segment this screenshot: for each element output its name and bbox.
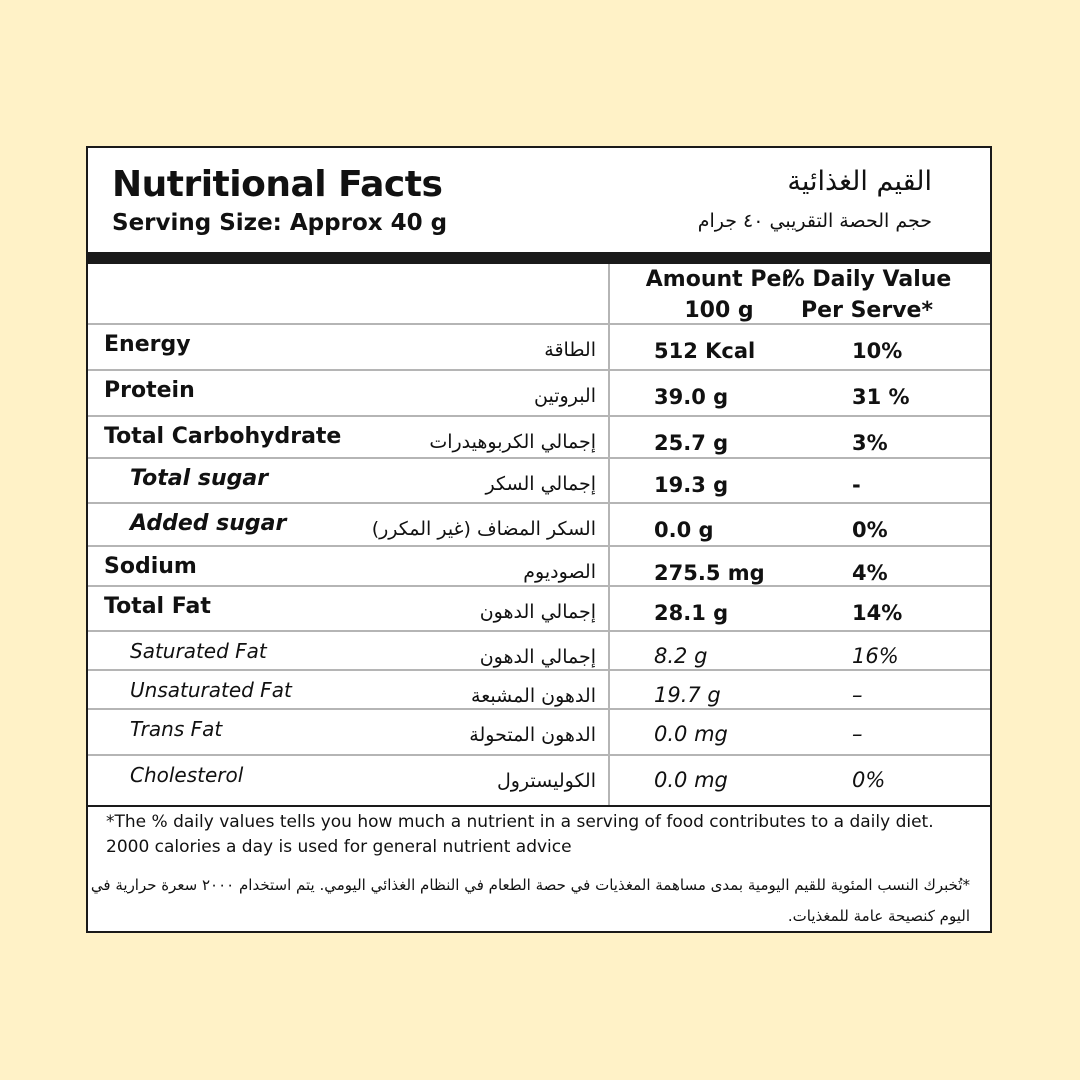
nutrient-name-ar: إجمالي السكر — [485, 473, 596, 495]
table-row-protein — [88, 371, 990, 415]
table-row-added-sugar — [88, 504, 990, 545]
nutrient-amount: 39.0 g — [654, 385, 729, 409]
table-row-total-fat — [88, 587, 990, 630]
table-row-sodium — [88, 547, 990, 585]
nutrient-name-en: Protein — [104, 378, 195, 403]
nutrient-amount: 0.0 mg — [654, 722, 728, 746]
nutrient-amount: 0.0 mg — [654, 768, 728, 792]
column-header-daily — [772, 264, 962, 324]
nutrient-name-en: Sodium — [104, 554, 197, 579]
footnote-ar: *تُخبرك النسب المئوية للقيم اليومية بمدى مساهمة المغذيات في حصة الطعام في النظام الغذائي اليومي. يتم استخدام ٢٠٠٠ سعرة حرارية في اليوم كنصيحة عامة للمغذيات. — [90, 876, 970, 925]
title-ar: القيم الغذائية — [787, 166, 932, 197]
table-row-total-carbohydrate — [88, 417, 990, 457]
nutrient-daily-value: 31 % — [852, 385, 910, 409]
column-header-daily-line1: % Daily Value — [782, 267, 952, 292]
header-divider — [88, 252, 990, 264]
nutrient-name-ar: الصوديوم — [523, 561, 596, 583]
nutrient-name-en: Total sugar — [130, 466, 269, 491]
nutrient-daily-value: 0% — [852, 518, 888, 542]
nutrient-name-en: Trans Fat — [130, 717, 223, 741]
nutrient-daily-value: – — [852, 683, 863, 707]
nutrition-facts-panel — [86, 146, 992, 933]
nutrient-name-en: Added sugar — [130, 511, 287, 536]
nutrient-amount: 0.0 g — [654, 518, 714, 542]
table-row-cholesterol — [88, 756, 990, 805]
nutrient-amount: 25.7 g — [654, 431, 729, 455]
nutrient-amount: 512 Kcal — [654, 339, 756, 363]
serving-size-ar: حجم الحصة التقريبي ٤٠ جرام — [697, 210, 932, 232]
nutrient-name-ar: السكر المضاف (غير المكرر) — [371, 518, 596, 540]
nutrient-daily-value: 16% — [852, 644, 899, 668]
nutrient-daily-value: 10% — [852, 339, 903, 363]
nutrient-name-ar: البروتين — [534, 385, 596, 407]
nutrient-name-en: Saturated Fat — [130, 639, 267, 663]
nutrient-daily-value: - — [852, 473, 861, 497]
nutrient-name-en: Total Carbohydrate — [104, 424, 342, 449]
nutrient-amount: 8.2 g — [654, 644, 708, 668]
table-row-unsaturated-fat — [88, 671, 990, 708]
nutrient-name-en: Unsaturated Fat — [130, 678, 292, 702]
nutrient-name-ar: الكوليسترول — [496, 770, 596, 792]
column-divider — [608, 264, 610, 805]
column-header-daily-line2: Per Serve* — [801, 298, 933, 323]
nutrient-name-ar: إجمالي الدهون — [479, 601, 596, 623]
nutrient-name-ar: الدهون المتحولة — [469, 724, 596, 746]
column-header-amount-line2: 100 g — [684, 298, 754, 323]
nutrient-amount: 275.5 mg — [654, 561, 765, 585]
nutrient-name-ar: إجمالي الكربوهيدرات — [429, 431, 596, 453]
panel-header — [88, 148, 990, 252]
table-row-total-sugar — [88, 459, 990, 502]
nutrient-name-en: Energy — [104, 332, 191, 357]
nutrient-daily-value: – — [852, 722, 863, 746]
nutrient-amount: 28.1 g — [654, 601, 729, 625]
nutrient-name-en: Total Fat — [104, 594, 211, 619]
title-en: Nutritional Facts — [112, 164, 443, 205]
nutrient-amount: 19.3 g — [654, 473, 729, 497]
table-row-trans-fat — [88, 710, 990, 754]
column-header-amount-line1: Amount Per — [645, 267, 793, 292]
footnote-en: *The % daily values tells you how much a nutrient in a serving of food contributes to a daily diet. 2000 calories a day is used for general nutrient advice — [106, 812, 934, 857]
nutrient-name-ar: إجمالي الدهون — [479, 646, 596, 668]
table-row-saturated-fat — [88, 632, 990, 669]
nutrient-daily-value: 14% — [852, 601, 903, 625]
nutrient-daily-value: 3% — [852, 431, 888, 455]
table-row-energy — [88, 325, 990, 369]
nutrient-daily-value: 0% — [852, 768, 886, 792]
nutrient-amount: 19.7 g — [654, 683, 721, 707]
nutrient-name-en: Cholesterol — [130, 763, 244, 787]
footer-divider — [88, 805, 990, 807]
nutrient-name-ar: الطاقة — [544, 339, 596, 361]
nutrient-daily-value: 4% — [852, 561, 888, 585]
serving-size-en: Serving Size: Approx 40 g — [112, 210, 448, 236]
nutrient-name-ar: الدهون المشبعة — [471, 685, 596, 707]
